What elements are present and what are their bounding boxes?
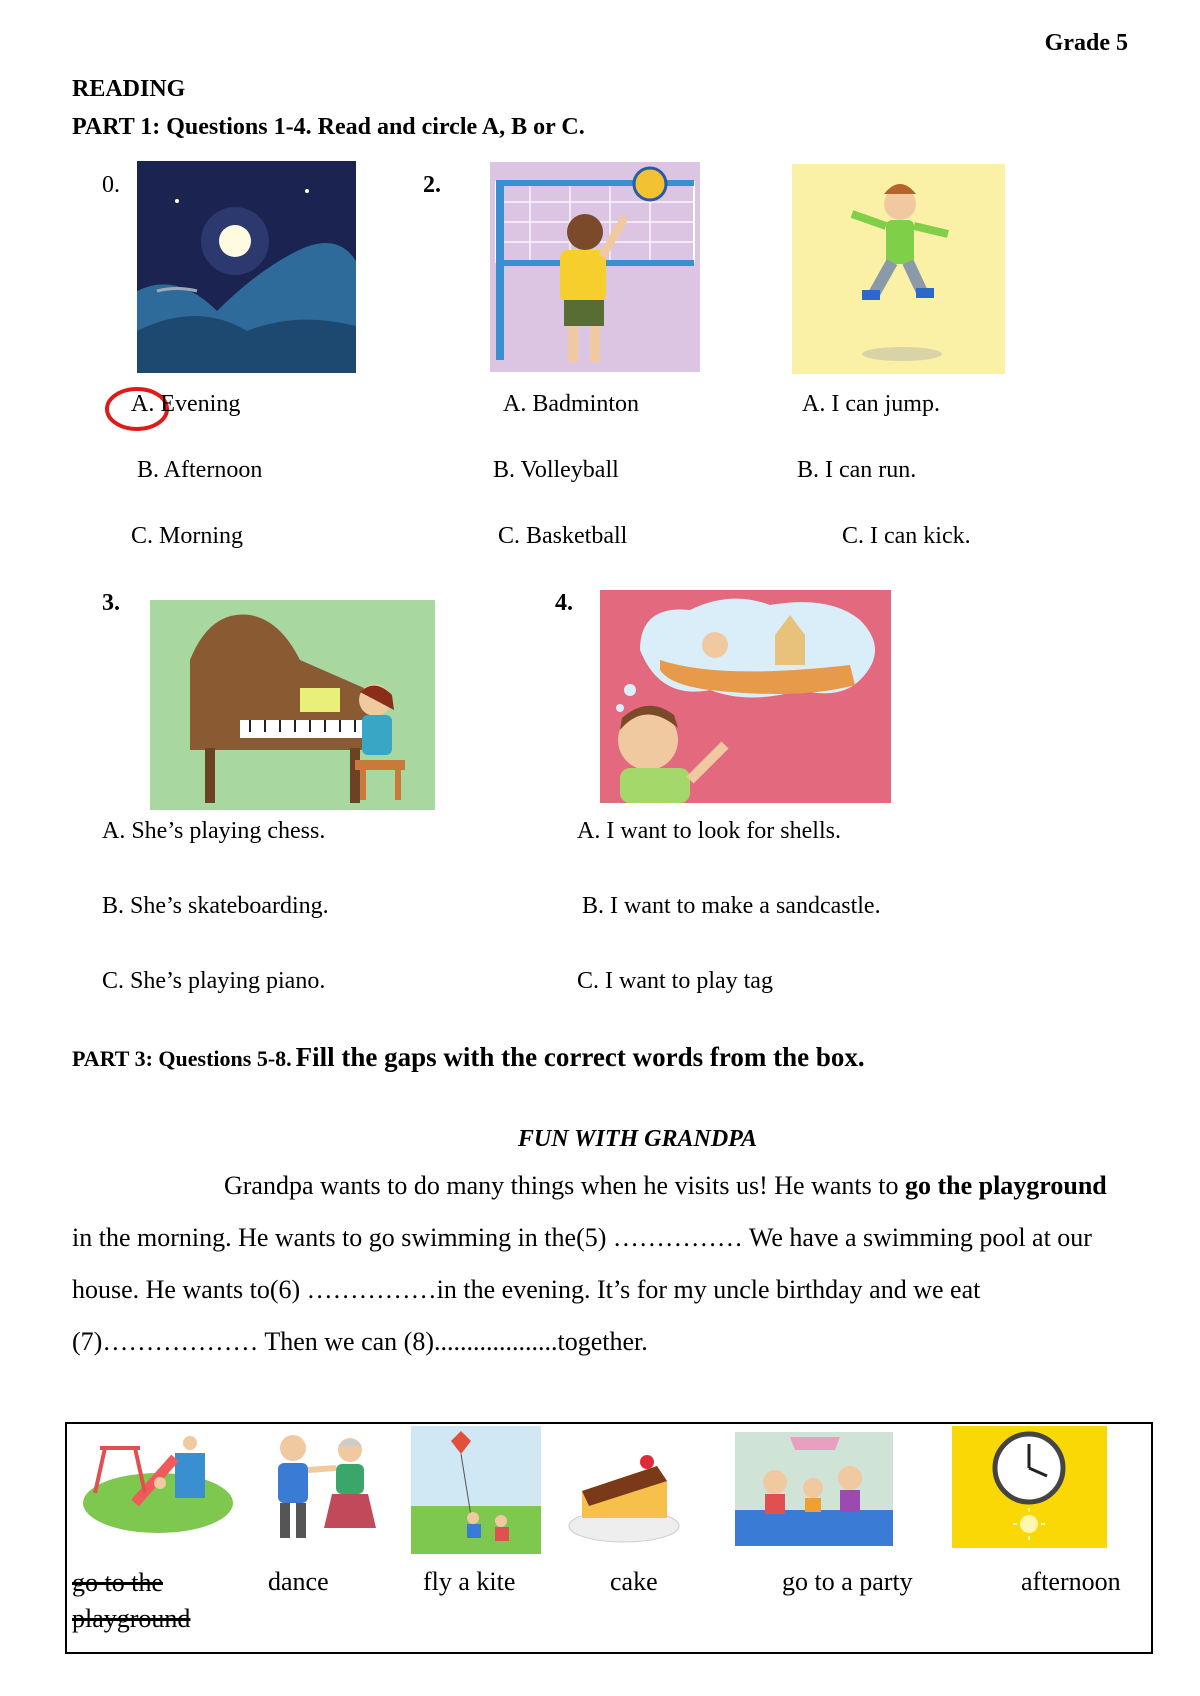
volleyball-picture [490,162,700,372]
playground-icon [80,1428,235,1538]
q2-option-a[interactable]: A. Badminton [503,391,639,417]
cake-icon [567,1436,682,1546]
clock-sun-icon [952,1426,1107,1548]
word-afternoon[interactable]: afternoon [1021,1567,1121,1596]
q4-option-b[interactable]: B. She’s skateboarding. [102,893,329,919]
word-fly-a-kite[interactable]: fly a kite [423,1567,516,1596]
q1-option-a[interactable]: A. Evening [131,391,241,417]
question-number: 4. [555,590,573,616]
boy-jumping-picture [792,164,1005,374]
q2-option-b[interactable]: B. Volleyball [493,457,619,483]
word-go-to-a-party[interactable]: go to a party [782,1567,913,1596]
part3-heading-instruction: Fill the gaps with the correct words from the box. [295,1042,865,1072]
story-title: FUN WITH GRANDPA [517,1126,758,1152]
part3-heading-prefix: PART 3: Questions 5-8. [72,1046,292,1071]
q4-option-a[interactable]: A. She’s playing chess. [102,818,326,844]
q5-option-b[interactable]: B. I want to make a sandcastle. [582,893,881,919]
q2-option-c[interactable]: C. Basketball [498,523,628,549]
passage-sentence-1: Grandpa wants to do many things when he visits us! He wants to [224,1171,905,1200]
q5-option-a[interactable]: A. I want to look for shells. [577,818,841,844]
q1-option-c[interactable]: C. Morning [131,523,244,549]
party-icon [735,1432,893,1546]
q3-option-b[interactable]: B. I can run. [797,457,917,483]
word-cake[interactable]: cake [610,1567,658,1596]
dancing-couple-icon [258,1428,386,1543]
grade-label: Grade 5 [1044,30,1128,56]
example-label: 0. [102,172,120,198]
q4-option-c[interactable]: C. She’s playing piano. [102,968,326,994]
part1-heading: PART 1: Questions 1-4. Read and circle A, B or C. [72,114,585,140]
q3-option-a[interactable]: A. I can jump. [802,391,940,417]
section-title: READING [72,76,186,102]
part3-heading [72,1042,865,1073]
passage-sentence-2: in the morning. He wants to go swimming in the(5) …………… We have a swimming pool at our house. He wants to(6) ……………in the evening. It’s for my uncle birthday and we eat (7)……………… Then we can (8)...................together. [72,1223,1092,1356]
q5-option-c[interactable]: C. I want to play tag [577,968,773,994]
girl-playing-piano-picture [150,600,435,810]
word-dance[interactable]: dance [268,1567,329,1596]
kite-icon [411,1426,541,1554]
question-number: 2. [423,172,441,198]
word-go-to-the-playground[interactable]: go to the playground [72,1568,191,1633]
q1-option-b[interactable]: B. Afternoon [137,457,263,483]
q3-option-c[interactable]: C. I can kick. [842,523,971,549]
night-moon-picture [137,161,356,373]
example-answer: go the playground [904,1171,1107,1200]
question-number: 3. [102,590,120,616]
boy-dreaming-sandcastle-picture [600,590,891,803]
story-passage [72,1160,1130,1368]
